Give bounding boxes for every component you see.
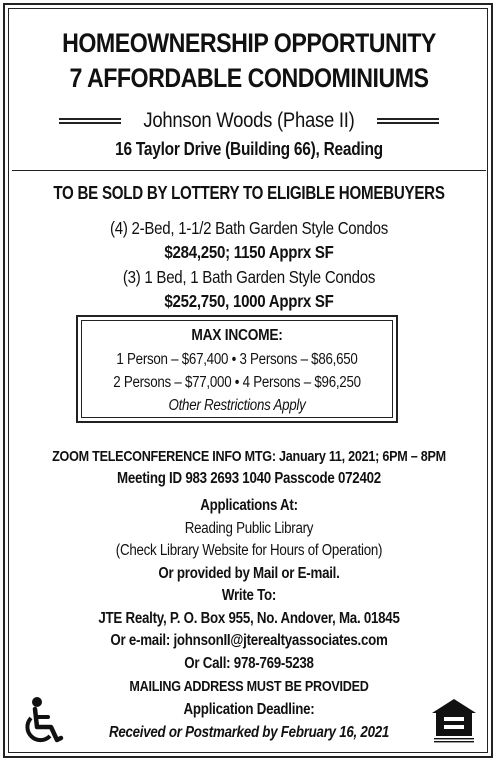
mailing-address: JTE Realty, P. O. Box 955, No. Andover, Ma. 01845 [98,610,400,627]
unit-2-price: $252,750, 1000 Apprx SF [164,291,334,311]
deadline-text: Received or Postmarked by February 16, 2021 [108,724,390,741]
mailing-required: MAILING ADDRESS MUST BE PROVIDED [129,678,369,695]
write-to-heading: Write To: [221,587,277,604]
email-line: Or e-mail: johnsonII@jterealtyassociates.com [110,632,388,649]
applications-mail: Or provided by Mail or E-mail. [158,565,340,582]
max-income-title: MAX INCOME: [191,327,283,344]
meeting-line-1: ZOOM TELECONFERENCE INFO MTG: January 11, 2021; 6PM – 8PM [52,448,446,465]
unit-2-description: (3) 1 Bed, 1 Bath Garden Style Condos [122,267,376,287]
decorative-rule-right [377,118,439,124]
applications-place: Reading Public Library [184,520,314,537]
equal-housing-opportunity-icon [430,698,478,744]
divider [12,170,486,171]
wheelchair-accessibility-icon [20,696,68,746]
lottery-line: TO BE SOLD BY LOTTERY TO ELIGIBLE HOMEBUYERS [53,183,445,203]
unit-1-description: (4) 2-Bed, 1-1/2 Bath Garden Style Condos [109,218,389,238]
meeting-line-2: Meeting ID 983 2693 1040 Passcode 072402 [117,470,381,487]
other-restrictions-note: Other Restrictions Apply [168,397,306,414]
deadline-heading: Application Deadline: [183,701,315,718]
project-name-row [12,109,486,133]
heading-line-2: 7 AFFORDABLE CONDOMINIUMS [69,63,429,93]
decorative-rule-left [59,118,121,124]
max-income-row-2: 2 Persons – $77,000 • 4 Persons – $96,250 [113,374,361,391]
max-income-box [76,315,398,423]
phone-line: Or Call: 978-769-5238 [184,655,314,672]
project-name: Johnson Woods (Phase II) [143,109,355,132]
applications-hours: (Check Library Website for Hours of Operation) [115,542,383,559]
project-address: 16 Taylor Drive (Building 66), Reading [115,139,383,159]
max-income-row-1: 1 Person – $67,400 • 3 Persons – $86,650 [116,351,358,368]
applications-heading: Applications At: [200,497,298,514]
unit-1-price: $284,250; 1150 Apprx SF [164,242,334,262]
heading-line-1: HOMEOWNERSHIP OPPORTUNITY [62,28,436,58]
